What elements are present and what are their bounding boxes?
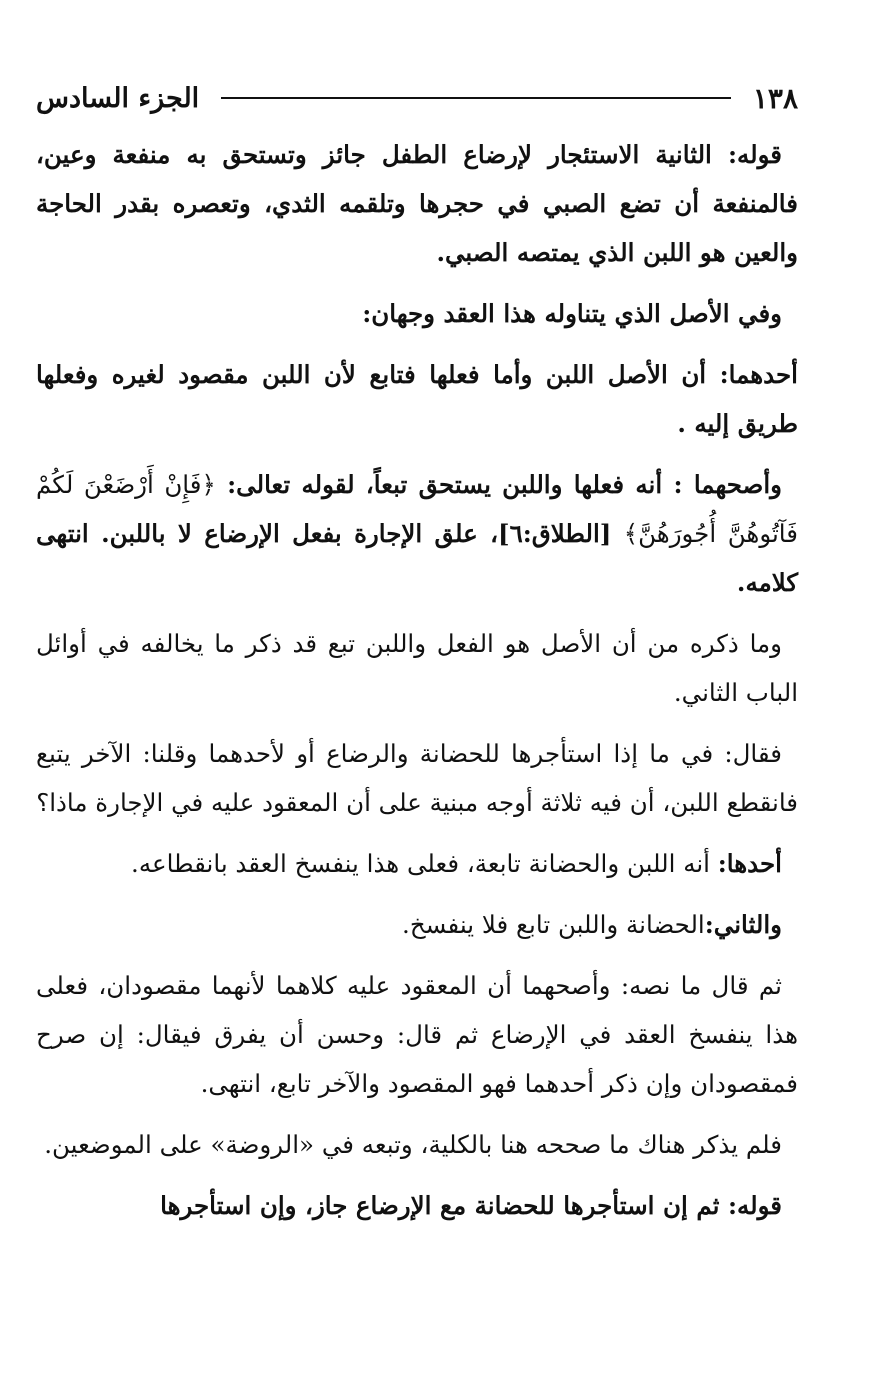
paragraph: وفي الأصل الذي يتناوله هذا العقد وجهان:: [362, 299, 782, 328]
item-lead: أحدها:: [717, 849, 782, 878]
body-text: [36, 130, 798, 1242]
paragraph: ثم قال ما نصه: وأصحهما أن المعقود عليه كلاهما لأنهما مقصودان، فعلى هذا ينفسخ العقد في الإرضاع ثم قال: وحسن أن يفرق فيقال: إن صرح فمقصودان وإن ذكر أحدهما فهو المقصود والآخر تابع، انتهى.: [36, 971, 798, 1098]
paragraph: فقال: في ما إذا استأجرها للحضانة والرضاع أو لأحدهما وقلنا: الآخر يتبع فانقطع اللبن، أن فيه ثلاثة أوجه مبنية على أن المعقود عليه في الإجارة ماذا؟: [36, 739, 798, 817]
header-rule: [221, 97, 731, 99]
paragraph: قوله: الثانية الاستئجار لإرضاع الطفل جائز وتستحق به منفعة وعين، فالمنفعة أن تضع الصبي في حجرها وتلقمه الثدي، وتعصره بقدر الحاجة والعين هو اللبن الذي يمتصه الصبي.: [36, 140, 798, 267]
paragraph-with-verse: [36, 460, 798, 607]
part-title: الجزء السادس: [36, 82, 200, 114]
page-number: ١٣٨: [752, 81, 798, 115]
paragraph: قوله: ثم إن استأجرها للحضانة مع الإرضاع جاز، وإن استأجرها: [160, 1191, 782, 1220]
list-item: [36, 839, 798, 888]
item-text: الحضانة واللبن تابع فلا ينفسخ.: [402, 910, 705, 939]
quran-verse: ﴿فَإِنْ أَرْضَعْنَ لَكُمْ فَآتُوهُنَّ أُجُورَهُنَّ﴾: [36, 470, 798, 548]
paragraph-text: وأصحهما : أنه فعلها واللبن يستحق تبعاً، لقوله تعالى:: [215, 470, 782, 499]
item-lead: والثاني:: [704, 910, 782, 939]
paragraph: وما ذكره من أن الأصل هو الفعل واللبن تبع قد ذكر ما يخالفه في أوائل الباب الثاني.: [36, 629, 798, 707]
paragraph: أحدهما: أن الأصل اللبن وأما فعلها فتابع لأن اللبن مقصود لغيره وفعلها طريق إليه .: [36, 360, 798, 438]
item-text: أنه اللبن والحضانة تابعة، فعلى هذا ينفسخ العقد بانقطاعه.: [131, 849, 718, 878]
list-item: [36, 900, 798, 949]
paragraph-text: [الطلاق:٦]، علق الإجارة بفعل الإرضاع لا باللبن. انتهى كلامه.: [36, 519, 798, 597]
paragraph: فلم يذكر هناك ما صححه هنا بالكلية، وتبعه في «الروضة» على الموضعين.: [44, 1130, 782, 1159]
page-header: [36, 78, 798, 118]
